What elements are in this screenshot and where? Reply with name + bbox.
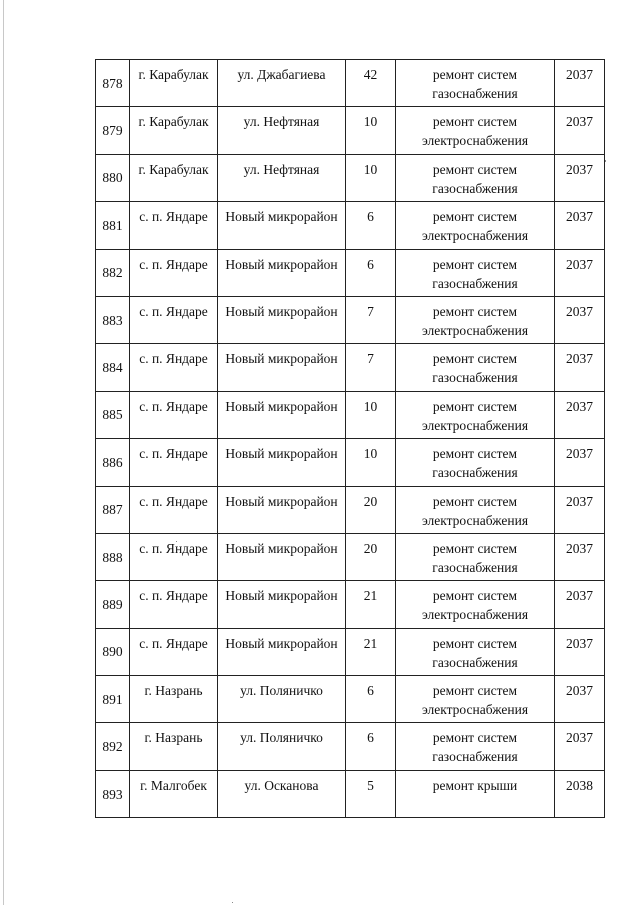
work-type-line: ремонт систем	[432, 730, 518, 746]
table-row	[96, 249, 605, 296]
row-number-cell: 885	[96, 391, 130, 438]
work-type-line: ремонт систем	[432, 446, 518, 462]
table-row	[96, 770, 605, 817]
year-cell: 2037	[555, 249, 605, 296]
table-row	[96, 344, 605, 391]
year-cell: 2037	[555, 628, 605, 675]
year-cell: 2037	[555, 107, 605, 154]
house-number-cell: 42	[346, 60, 396, 107]
row-number-cell: 878	[96, 60, 130, 107]
work-type-cell	[396, 107, 555, 154]
scan-edge-line	[3, 0, 4, 905]
work-type-cell	[396, 391, 555, 438]
street-cell: Новый микрорайон	[218, 296, 346, 343]
work-type-line: электроснабжения	[421, 417, 529, 433]
locality-cell: с. п. Яндаре	[130, 628, 218, 675]
street-cell: Новый микрорайон	[218, 439, 346, 486]
work-type-line: электроснабжения	[421, 702, 529, 718]
work-type-cell	[396, 628, 555, 675]
work-type-line: электроснабжения	[421, 228, 529, 244]
work-type-line: газоснабжения	[432, 370, 518, 386]
row-number-cell: 887	[96, 486, 130, 533]
locality-cell: с. п. Яндаре	[130, 296, 218, 343]
locality-cell: с. п. Яндаре	[130, 439, 218, 486]
table-row	[96, 723, 605, 770]
year-cell: 2037	[555, 296, 605, 343]
table-row	[96, 202, 605, 249]
street-cell: ул. Поляничко	[218, 676, 346, 723]
row-number-cell: 882	[96, 249, 130, 296]
table-row	[96, 439, 605, 486]
work-type-line: ремонт систем	[432, 67, 518, 82]
row-number-cell: 889	[96, 581, 130, 628]
work-type-line: ремонт систем	[432, 114, 518, 130]
table-row	[96, 533, 605, 580]
year-cell: 2037	[555, 344, 605, 391]
street-cell: Новый микрорайон	[218, 344, 346, 391]
row-number-cell: 880	[96, 154, 130, 201]
work-type-line: газоснабжения	[432, 654, 518, 670]
street-cell: Новый микрорайон	[218, 391, 346, 438]
row-number-cell: 886	[96, 439, 130, 486]
work-type-line: электроснабжения	[421, 512, 529, 528]
work-type-line: ремонт систем	[432, 303, 518, 319]
locality-cell: с. п. Яндаре	[130, 533, 218, 580]
year-cell: 2037	[555, 391, 605, 438]
street-cell: ул. Осканова	[218, 770, 346, 817]
year-cell: 2037	[555, 723, 605, 770]
street-cell: Новый микрорайон	[218, 486, 346, 533]
locality-cell: с. п. Яндаре	[130, 391, 218, 438]
work-type-line: ремонт крыши	[432, 777, 518, 793]
work-type-line: ремонт систем	[432, 351, 518, 367]
locality-cell: г. Карабулак	[130, 107, 218, 154]
street-cell: Новый микрорайон	[218, 581, 346, 628]
year-cell: 2037	[555, 202, 605, 249]
work-type-line: газоснабжения	[432, 465, 518, 481]
work-type-cell	[396, 676, 555, 723]
locality-cell: с. п. Яндаре	[130, 344, 218, 391]
row-number-cell: 890	[96, 628, 130, 675]
work-type-line: ремонт систем	[432, 540, 518, 556]
street-cell: ул. Поляничко	[218, 723, 346, 770]
locality-cell: г. Назрань	[130, 676, 218, 723]
table-row	[96, 154, 605, 201]
year-cell: 2037	[555, 581, 605, 628]
table-row	[96, 107, 605, 154]
table-row	[96, 391, 605, 438]
locality-cell: с. п. Яндаре	[130, 249, 218, 296]
row-number-cell: 888	[96, 533, 130, 580]
work-type-cell	[396, 60, 555, 107]
street-cell: ул. Джабагиева	[218, 60, 346, 107]
work-type-line: газоснабжения	[432, 275, 518, 291]
house-number-cell: 7	[346, 344, 396, 391]
house-number-cell: 10	[346, 154, 396, 201]
street-cell: Новый микрорайон	[218, 628, 346, 675]
work-type-cell	[396, 344, 555, 391]
table-row	[96, 676, 605, 723]
house-number-cell: 21	[346, 581, 396, 628]
house-number-cell: 21	[346, 628, 396, 675]
work-type-line: ремонт систем	[432, 209, 518, 225]
house-number-cell: 20	[346, 533, 396, 580]
year-cell: 2037	[555, 676, 605, 723]
work-type-line: газоснабжения	[432, 180, 518, 196]
work-type-line: ремонт систем	[432, 493, 518, 509]
row-number-cell: 883	[96, 296, 130, 343]
year-cell: 2037	[555, 154, 605, 201]
scan-speck	[232, 902, 233, 903]
table-row	[96, 60, 605, 107]
repair-schedule-table	[95, 59, 605, 818]
work-type-line: ремонт систем	[432, 588, 518, 604]
locality-cell: г. Карабулак	[130, 154, 218, 201]
house-number-cell: 6	[346, 676, 396, 723]
house-number-cell: 20	[346, 486, 396, 533]
year-cell: 2037	[555, 60, 605, 107]
locality-cell: с. п. Яндаре	[130, 202, 218, 249]
work-type-line: газоснабжения	[432, 749, 518, 765]
locality-cell: г. Назрань	[130, 723, 218, 770]
work-type-cell	[396, 581, 555, 628]
work-type-line: электроснабжения	[421, 133, 529, 149]
street-cell: ул. Нефтяная	[218, 107, 346, 154]
work-type-line: ремонт систем	[432, 635, 518, 651]
work-type-cell	[396, 154, 555, 201]
house-number-cell: 10	[346, 391, 396, 438]
work-type-cell	[396, 533, 555, 580]
work-type-cell	[396, 296, 555, 343]
house-number-cell: 6	[346, 202, 396, 249]
street-cell: ул. Нефтяная	[218, 154, 346, 201]
house-number-cell: 5	[346, 770, 396, 817]
street-cell: Новый микрорайон	[218, 533, 346, 580]
house-number-cell: 7	[346, 296, 396, 343]
year-cell: 2037	[555, 533, 605, 580]
work-type-line: электроснабжения	[421, 607, 529, 623]
row-number-cell: 892	[96, 723, 130, 770]
locality-cell: г. Карабулак	[130, 60, 218, 107]
work-type-cell	[396, 723, 555, 770]
table-body	[96, 60, 605, 818]
work-type-cell	[396, 486, 555, 533]
work-type-line: электроснабжения	[421, 322, 529, 338]
work-type-line: ремонт систем	[432, 256, 518, 272]
work-type-line: ремонт систем	[432, 161, 518, 177]
house-number-cell: 6	[346, 249, 396, 296]
work-type-line: ремонт систем	[432, 398, 518, 414]
row-number-cell: 884	[96, 344, 130, 391]
work-type-cell	[396, 770, 555, 817]
row-number-cell: 893	[96, 770, 130, 817]
work-type-line: ремонт систем	[432, 683, 518, 699]
house-number-cell: 10	[346, 439, 396, 486]
work-type-line: газоснабжения	[432, 559, 518, 575]
row-number-cell: 879	[96, 107, 130, 154]
house-number-cell: 6	[346, 723, 396, 770]
work-type-cell	[396, 202, 555, 249]
work-type-cell	[396, 439, 555, 486]
locality-cell: г. Малгобек	[130, 770, 218, 817]
year-cell: 2038	[555, 770, 605, 817]
house-number-cell: 10	[346, 107, 396, 154]
street-cell: Новый микрорайон	[218, 249, 346, 296]
locality-cell: с. п. Яндаре	[130, 486, 218, 533]
work-type-line: газоснабжения	[432, 86, 518, 101]
year-cell: 2037	[555, 439, 605, 486]
street-cell: Новый микрорайон	[218, 202, 346, 249]
work-type-cell	[396, 249, 555, 296]
table-row	[96, 628, 605, 675]
table-row	[96, 486, 605, 533]
locality-cell: с. п. Яндаре	[130, 581, 218, 628]
year-cell: 2037	[555, 486, 605, 533]
table-row	[96, 581, 605, 628]
row-number-cell: 891	[96, 676, 130, 723]
table-row	[96, 296, 605, 343]
row-number-cell: 881	[96, 202, 130, 249]
